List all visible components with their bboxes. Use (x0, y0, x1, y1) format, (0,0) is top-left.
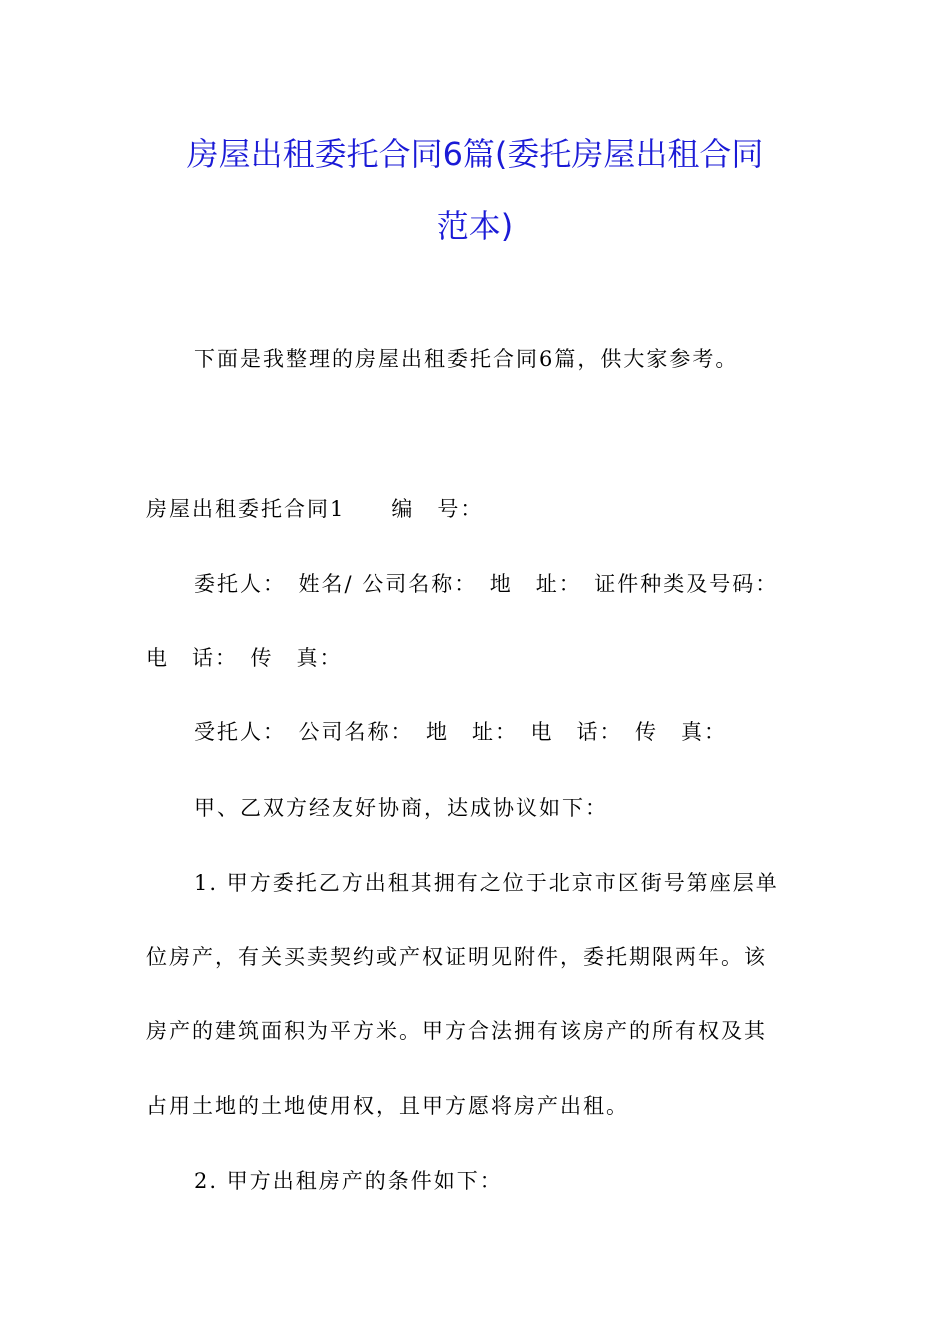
document-title-line-2: 范本) (436, 207, 514, 245)
contract-heading: 房屋出租委托合同1 编 号： (146, 497, 484, 521)
intro-paragraph: 下面是我整理的房屋出租委托合同6篇，供大家参考。 (194, 347, 739, 371)
clause-1-line-1: 1. 甲方委托乙方出租其拥有之位于北京市区街号第座层单 (194, 871, 779, 895)
agreement-intro: 甲、乙双方经友好协商，达成协议如下： (194, 796, 608, 820)
principal-info: 委托人： 姓名/ 公司名称： 地 址： 证件种类及号码： (194, 572, 779, 596)
clause-2-line-1: 2. 甲方出租房产的条件如下： (194, 1169, 503, 1193)
clause-1-line-2: 位房产，有关买卖契约或产权证明见附件，委托期限两年。该 (146, 945, 767, 969)
document-title-line-1: 房屋出租委托合同6篇(委托房屋出租合同 (186, 135, 764, 173)
agent-info: 受托人： 公司名称： 地 址： 电 话： 传 真： (194, 720, 727, 744)
clause-1-line-3: 房产的建筑面积为平方米。甲方合法拥有该房产的所有权及其 (146, 1019, 767, 1043)
principal-contact: 电 话： 传 真： (146, 646, 343, 670)
clause-1-line-4: 占用土地的土地使用权，且甲方愿将房产出租。 (146, 1094, 629, 1118)
